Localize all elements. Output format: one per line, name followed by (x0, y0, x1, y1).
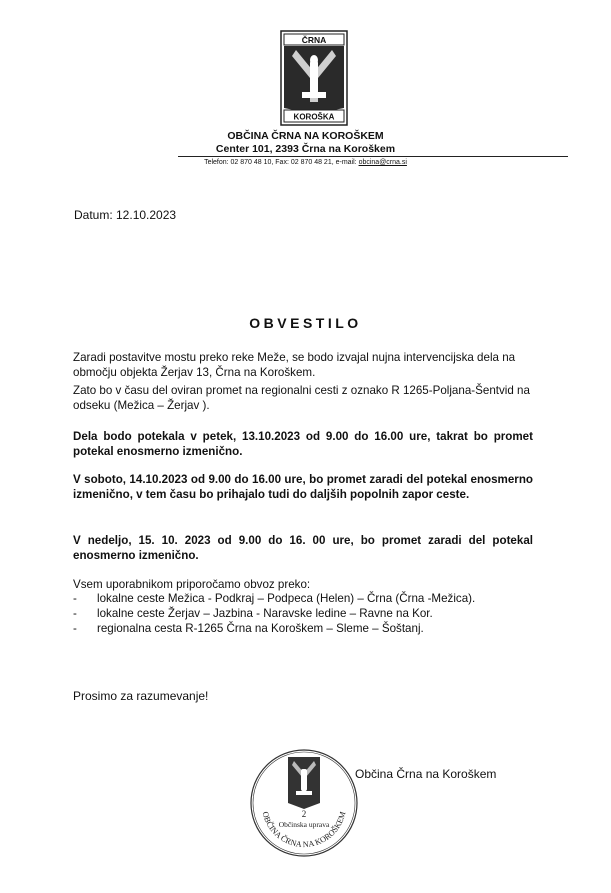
org-address: Center 101, 2393 Črna na Koroškem (215, 143, 396, 155)
closing-line: Prosimo za razumevanje! (73, 689, 209, 703)
paragraph-traffic: Zato bo v času del oviran promet na regionalni cesti z oznako R 1265-Poljana-Šentvid na odseku (Mežica – Žerjav ). (73, 384, 530, 412)
stamp-ring-text: OBČINA ČRNA NA KOROŠKEM (260, 810, 348, 850)
contact-prefix: Telefon: 02 870 48 10, Fax: 02 870 48 21, e-mail: (204, 159, 359, 166)
paragraph-friday: Dela bodo potekala v petek, 13.10.2023 od 9.00 do 16.00 ure, takrat bo promet potekal enosmerno izmenično. (73, 430, 533, 458)
contact-line (0, 159, 611, 166)
official-stamp (248, 747, 360, 859)
list-item: - lokalne ceste Mežica - Podkraj – Podpeca (Helen) – Črna (Črna -Mežica). (73, 591, 475, 606)
paragraph-intro: Zaradi postavitve mostu preko reke Meže, se bodo izvajal nujna intervencijska dela na območju objekta Žerjav 13, Črna na Koroškem. (73, 351, 516, 379)
org-name: OBČINA ČRNA NA KOROŠKEM (227, 130, 384, 142)
paragraph-sunday: V nedeljo, 15. 10. 2023 od 9.00 do 16. 00 ure, bo promet zaradi del potekal enosmerno izmenično. (73, 534, 533, 562)
crest-top-text: ČRNA (301, 35, 327, 45)
stamp-office-text: Občinska uprava (278, 820, 330, 829)
document-date: Datum: 12.10.2023 (74, 208, 177, 222)
detour-list (73, 591, 475, 636)
header-divider (178, 156, 568, 157)
municipality-crest-logo (280, 30, 348, 126)
list-item: - lokalne ceste Žerjav – Jazbina - Naravske ledine – Ravne na Kor. (73, 606, 475, 621)
signature-line: Občina Črna na Koroškem (355, 767, 497, 781)
paragraph-saturday: V soboto, 14.10.2023 od 9.00 do 16.00 ure, bo promet zaradi del potekal enosmerno izmenično, v tem času bo prihajalo tudi do daljših popolnih zapor ceste. (73, 473, 533, 501)
list-item: - regionalna cesta R-1265 Črna na Koroškem – Sleme – Šoštanj. (73, 621, 475, 636)
email-link[interactable]: obcina@crna.si (358, 159, 407, 166)
document-title: OBVESTILO (249, 315, 362, 331)
crest-bottom-text: KOROŠKA (293, 112, 335, 122)
detour-intro: Vsem uporabnikom priporočamo obvoz preko: (73, 578, 311, 591)
stamp-number: 2 (301, 809, 307, 819)
